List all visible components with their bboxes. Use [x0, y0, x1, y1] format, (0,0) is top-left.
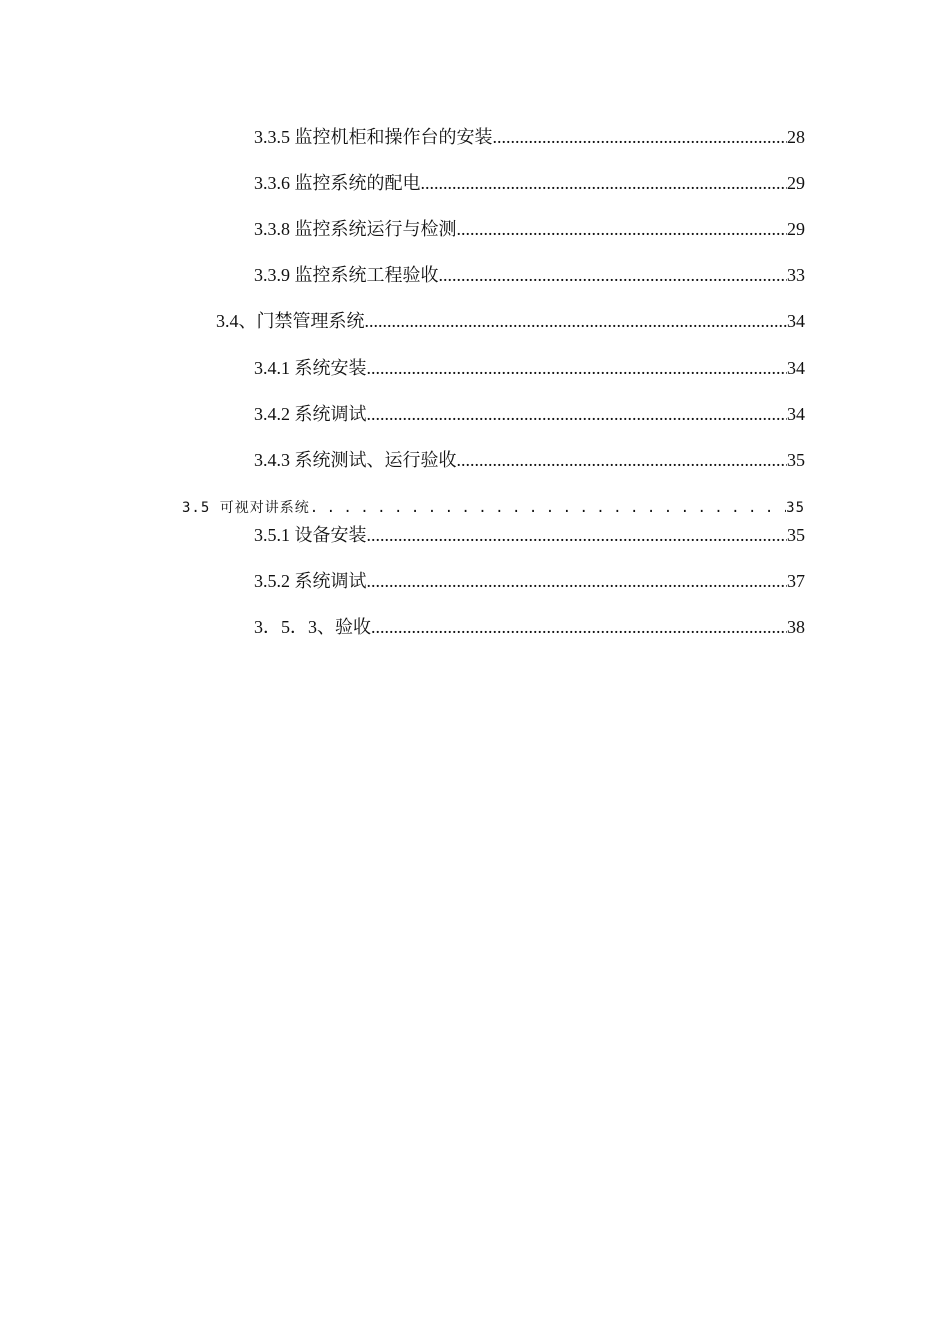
toc-entry[interactable] [254, 570, 805, 592]
toc-entry-title: 3.3.5 监控机柜和操作台的安装 [254, 127, 493, 147]
toc-entry-page: 37 [787, 571, 805, 591]
toc-entry-title: 3.4.2 系统调试 [254, 404, 367, 424]
toc-entry-title: 3.3.6 监控系统的配电 [254, 173, 421, 193]
toc-entry[interactable] [254, 264, 805, 286]
toc-entry-page: 29 [787, 173, 805, 193]
toc-entry-page: 35 [787, 525, 805, 545]
toc-entry-title: 3.4.3 系统测试、运行验收 [254, 450, 457, 470]
toc-entry-title: 3.3.9 监控系统工程验收 [254, 265, 439, 285]
toc-entry[interactable] [254, 172, 805, 194]
toc-entry[interactable] [254, 126, 805, 148]
toc-entry-page: 34 [787, 358, 805, 378]
toc-entry-page: 33 [787, 265, 805, 285]
toc-dot-leader [371, 616, 787, 638]
toc-dot-leader [493, 126, 788, 148]
toc-entry-page: 38 [787, 617, 805, 637]
toc-entry-page: 35 [786, 500, 805, 516]
toc-dot-leader [457, 218, 788, 240]
toc-dot-leader [421, 172, 788, 194]
toc-entry[interactable] [254, 403, 805, 425]
toc-entry[interactable] [254, 357, 805, 379]
toc-entry[interactable] [254, 616, 805, 638]
toc-dot-leader [310, 497, 786, 519]
toc-entry-page: 35 [787, 450, 805, 470]
toc-entry-page: 28 [787, 127, 805, 147]
toc-entry-title: 3.4、门禁管理系统 [216, 311, 365, 331]
toc-dot-leader [457, 449, 788, 471]
toc-entry-title: 3．5．3、验收 [254, 617, 371, 637]
toc-entry-title: 3.4.1 系统安装 [254, 358, 367, 378]
toc-entry-page: 29 [787, 219, 805, 239]
toc-entry-title: 3.3.8 监控系统运行与检测 [254, 219, 457, 239]
toc-entry[interactable] [254, 218, 805, 240]
toc-dot-leader [367, 570, 788, 592]
toc-entry[interactable] [254, 449, 805, 471]
toc-dot-leader [367, 524, 788, 546]
toc-entry-title: 3.5.1 设备安装 [254, 525, 367, 545]
toc-entry[interactable] [216, 310, 805, 332]
toc-dot-leader [367, 403, 788, 425]
toc-entry-page: 34 [787, 311, 805, 331]
toc-dot-leader [365, 310, 788, 332]
toc-entry[interactable] [182, 497, 805, 519]
toc-entry-title: 3.5 可视对讲系统 [182, 500, 310, 516]
toc-entry-title: 3.5.2 系统调试 [254, 571, 367, 591]
toc-dot-leader [367, 357, 788, 379]
toc-dot-leader [439, 264, 788, 286]
toc-entry[interactable] [254, 524, 805, 546]
toc-entry-page: 34 [787, 404, 805, 424]
